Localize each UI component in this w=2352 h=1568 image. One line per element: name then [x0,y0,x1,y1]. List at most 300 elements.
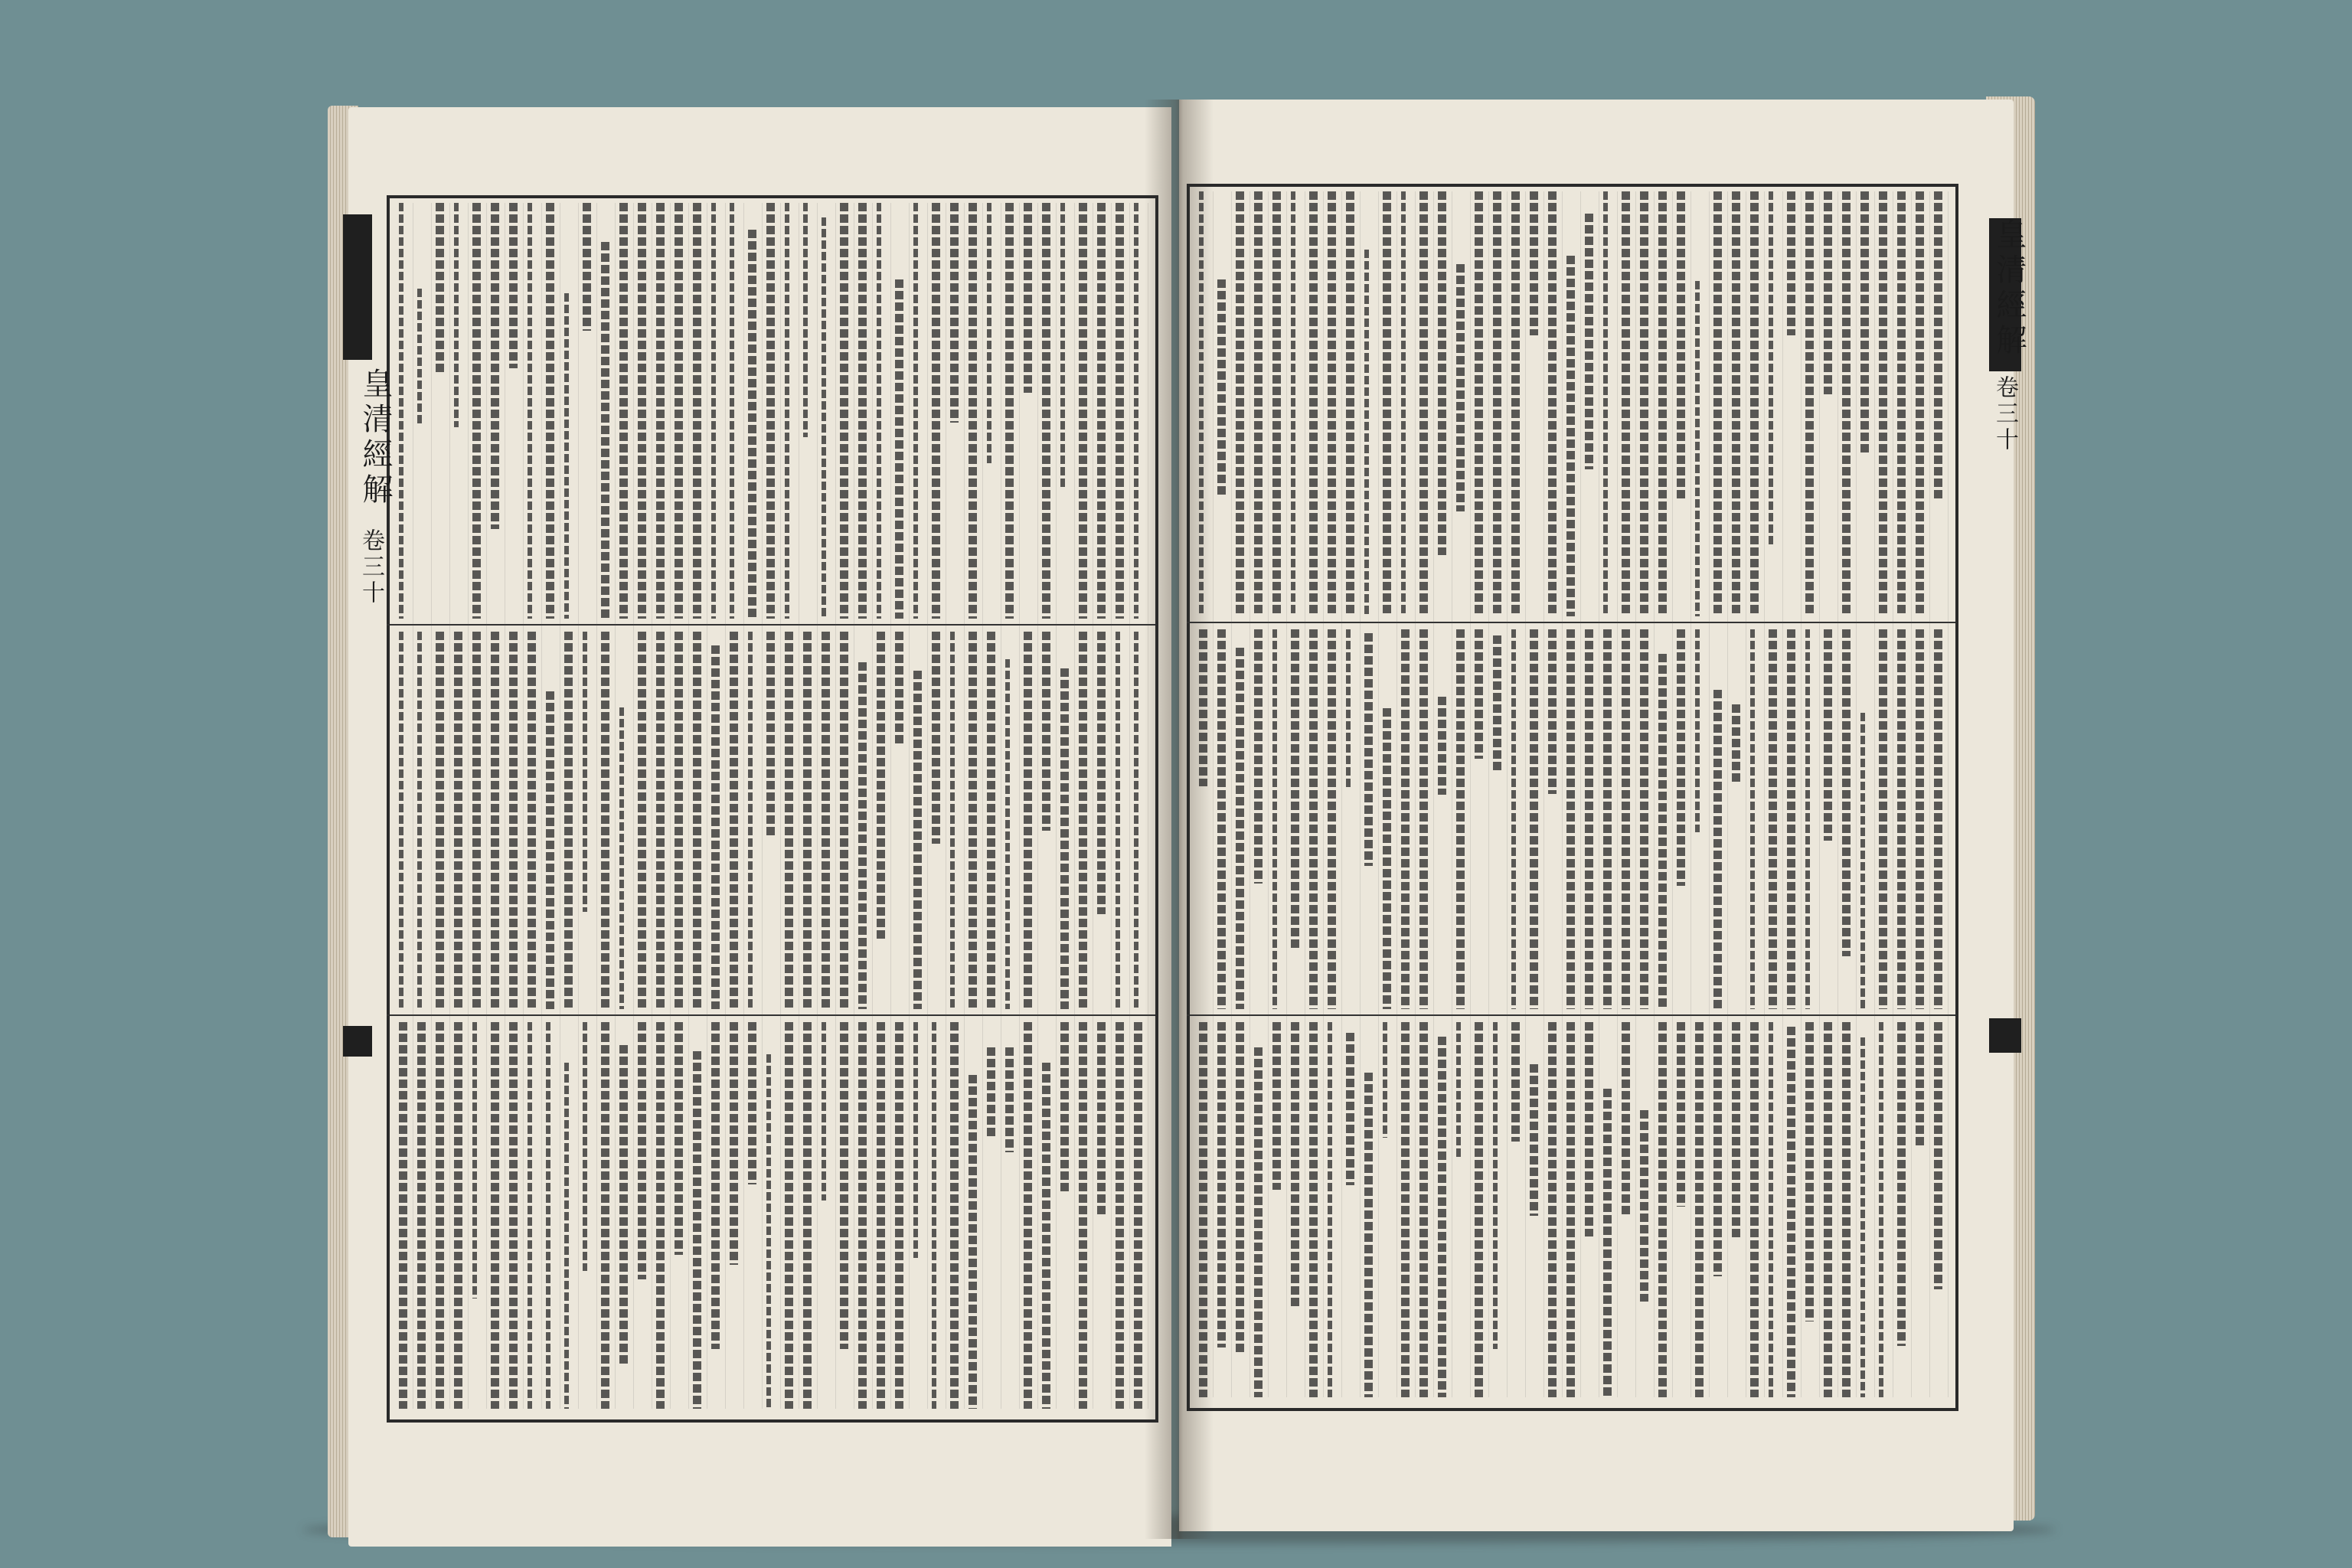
text-column [711,1022,720,1349]
text-column [895,1022,903,1409]
column-rule [1672,191,1673,1397]
text-column [399,203,403,619]
text-column [1291,629,1299,948]
text-column [1640,1110,1648,1302]
text-column [1511,629,1516,1009]
text-column [1860,191,1869,453]
text-column [564,293,569,619]
text-column [601,1022,609,1409]
text-column [1566,1022,1575,1397]
text-column [675,203,683,619]
text-column [1732,191,1740,616]
text-column [417,632,422,1009]
text-column [1677,629,1685,886]
right-register-1 [1187,622,1955,623]
text-column [1548,1022,1557,1397]
text-column [1419,191,1428,616]
text-column [1042,203,1050,619]
text-column [840,1022,848,1349]
text-column [766,632,775,837]
text-column [895,632,903,745]
text-column [711,203,716,619]
column-rule [1635,191,1636,1397]
text-column [1787,191,1795,335]
column-rule [1323,191,1324,1397]
text-column [1438,697,1446,795]
text-column [1805,629,1810,1009]
column-rule [1801,191,1802,1397]
text-column [1254,191,1263,616]
text-column [1079,1022,1087,1409]
text-column [1364,633,1373,866]
text-column [675,632,683,1009]
text-column [1217,629,1226,1009]
text-column [583,632,587,912]
text-column [1658,654,1667,1009]
text-column [528,1022,532,1409]
text-column [546,691,554,1009]
text-column [1677,1022,1685,1207]
text-column [509,1022,518,1409]
text-column [1328,191,1336,616]
column-rule [1856,191,1857,1397]
column-rule [1525,191,1526,1397]
column-rule [927,203,928,1409]
text-column [619,203,628,619]
column-rule [1874,191,1875,1397]
text-column [1548,629,1557,794]
text-column [913,1022,918,1258]
text-column [1566,629,1575,1009]
text-column [1060,668,1069,1009]
text-column [528,632,536,1009]
column-rule [1415,191,1416,1397]
text-column [1005,659,1010,1009]
text-column [1658,191,1667,616]
column-rule [1819,191,1820,1397]
text-column [822,632,830,1009]
text-column [932,203,940,619]
column-rule [1286,191,1287,1397]
text-column [693,1051,701,1409]
text-column [454,203,459,427]
text-column [748,1022,756,1184]
text-column [1897,191,1906,616]
text-column [436,1022,444,1409]
text-column [1566,256,1575,616]
text-column [1805,191,1814,616]
text-column [987,1047,995,1139]
text-column [785,203,789,619]
text-column [399,632,403,1009]
text-column [1860,713,1865,1009]
text-column [1897,1022,1906,1346]
text-column [564,632,573,1009]
text-column [583,1022,587,1271]
column-rule [1396,191,1397,1397]
text-column [1272,1022,1281,1190]
column-rule [743,203,744,1409]
column-rule [688,203,689,1409]
column-rule [578,203,579,1409]
text-column [1750,1022,1759,1397]
text-column [1934,1022,1942,1289]
column-rule [817,203,818,1409]
column-rule [670,203,671,1409]
text-column [1916,1022,1924,1147]
column-rule [1709,191,1710,1397]
text-column [1116,632,1120,1009]
text-column [472,1022,477,1298]
text-column [1456,629,1465,1009]
text-column [1695,629,1700,832]
text-column [656,1022,665,1409]
text-column [1493,191,1501,616]
text-column [509,632,518,1009]
text-column [1401,1022,1410,1397]
text-column [1309,629,1318,1009]
text-column [472,632,481,1009]
text-column [1236,1022,1244,1354]
text-column [1585,1022,1593,1236]
text-column [1060,203,1065,488]
text-column [1097,632,1106,914]
text-column [1364,1073,1373,1397]
text-column [840,203,848,619]
text-column [1530,1064,1538,1216]
text-column [1603,191,1608,616]
text-column [1511,1022,1520,1142]
text-column [1456,1022,1461,1159]
column-rule [523,203,524,1409]
column-rule [596,203,597,1409]
text-column [913,671,922,1009]
text-column [1769,191,1773,545]
text-column [766,203,775,619]
text-column [1787,629,1795,1009]
text-column [1309,1022,1318,1397]
text-column [528,203,532,619]
text-column [785,1022,793,1409]
text-column [1254,629,1263,884]
column-rule [633,203,634,1409]
text-column [693,203,701,619]
text-column [638,632,646,1009]
column-rule [449,203,450,1409]
text-column [1842,191,1851,616]
text-column [1005,1047,1014,1152]
text-column [1677,191,1685,501]
column-rule [1507,191,1508,1397]
text-column [1024,632,1032,1009]
text-column [711,645,720,1009]
text-column [564,1063,569,1409]
text-column [1042,1063,1050,1409]
column-rule [1911,191,1912,1397]
column-rule [872,203,873,1409]
text-column [1622,629,1630,1009]
column-rule [1562,191,1563,1397]
left-volume-label: 卷三十 [358,528,384,606]
column-rule [1470,191,1471,1397]
text-column [1328,1022,1332,1397]
text-column [1217,1022,1226,1348]
column-rule [1690,191,1691,1397]
text-column [454,1022,462,1409]
text-column [1585,629,1593,1009]
text-column [1769,629,1777,1009]
column-rule [615,203,616,1409]
text-column [1475,1022,1483,1397]
text-column [436,632,444,1009]
text-column [1134,1022,1142,1409]
text-column [1383,1022,1387,1138]
text-column [1401,191,1406,616]
text-column [1419,629,1428,1009]
text-column [693,632,701,1009]
text-column [1824,1022,1832,1397]
text-column [601,632,609,1009]
column-rule [1268,191,1269,1397]
text-column [803,1022,812,1409]
text-column [1217,279,1226,496]
text-column [1805,1022,1814,1321]
text-column [932,1022,936,1409]
text-column [1291,191,1295,616]
text-column [638,203,646,619]
text-column [675,1022,683,1255]
left-register-1 [387,624,1155,626]
text-column [1750,629,1755,1009]
column-rule [780,203,781,1409]
column-rule [1948,191,1949,1397]
text-column [969,203,977,619]
text-column [1346,191,1354,616]
text-column [822,1022,826,1200]
text-column [1097,1022,1106,1216]
column-rule [1019,203,1020,1409]
text-column [399,1022,407,1409]
text-column [1603,1089,1612,1397]
column-rule [1580,191,1581,1397]
text-column [1640,629,1648,1009]
text-column [1199,1022,1207,1397]
text-column [1934,191,1942,498]
text-column [1658,1022,1667,1397]
column-rule [1360,191,1361,1397]
text-column [858,662,867,1009]
text-column [1042,632,1050,831]
text-column [472,203,481,619]
text-column [1769,1022,1773,1397]
column-rule [1782,191,1783,1397]
text-column [1713,191,1722,616]
text-column [1530,191,1538,335]
text-column [619,1045,628,1365]
text-column [766,1054,771,1409]
text-column [583,203,591,331]
text-column [1585,214,1593,469]
column-rule [1074,203,1075,1409]
text-column [546,1022,550,1409]
right-margin-fishtail-bottom [1989,1018,2021,1053]
text-column [858,1022,867,1409]
text-column [1475,191,1483,616]
text-column [1383,191,1391,616]
left-margin-title: 皇清經解 [358,368,393,508]
column-rule [1488,191,1489,1397]
column-rule [468,203,469,1409]
text-column [877,1022,885,1409]
text-column [601,242,609,619]
text-column [638,1022,646,1279]
text-column [1346,1033,1354,1185]
column-rule [541,203,542,1409]
right-margin-title: 皇清經解 [1991,218,2027,359]
text-column [1787,1027,1795,1397]
text-column [895,279,903,619]
column-rule [1378,191,1379,1397]
text-column [1493,635,1501,773]
text-column [1860,1037,1865,1397]
text-column [1199,191,1204,616]
text-column [803,203,808,437]
text-column [1897,629,1906,1009]
text-column [950,632,955,1009]
text-column [730,203,734,619]
text-column [1824,629,1832,841]
text-column [1419,1022,1428,1397]
text-column [969,632,977,1009]
text-column [950,1022,959,1409]
text-column [1732,704,1740,782]
text-column [1328,629,1336,1009]
text-column [822,217,826,619]
text-column [1695,281,1700,616]
text-column [546,203,554,619]
text-column [1199,629,1207,786]
text-column [987,203,991,463]
column-rule [909,203,910,1409]
text-column [1005,203,1014,619]
text-column [491,1022,499,1409]
text-column [619,707,624,1009]
text-column [1079,632,1087,1009]
column-rule [1341,191,1342,1397]
text-column [877,632,885,942]
text-column [1401,629,1410,1009]
text-column [1134,632,1138,1009]
text-column [1695,1022,1704,1397]
column-rule [431,203,432,1409]
column-rule [964,203,965,1409]
column-rule [1111,203,1112,1409]
column-rule [1617,191,1618,1397]
text-column [1272,629,1277,1009]
text-column [969,1075,977,1409]
text-column [803,632,812,1009]
text-column [1236,648,1244,1009]
text-column [491,632,499,1009]
text-column [1254,1047,1263,1397]
left-margin-fishtail-top [343,214,372,360]
text-column [509,203,518,368]
column-rule [1929,191,1930,1397]
column-rule [762,203,763,1409]
text-column [1116,1022,1124,1409]
column-rule [1056,203,1057,1409]
text-column [1024,203,1032,393]
column-rule [1764,191,1765,1397]
column-rule [1433,191,1434,1397]
column-rule [835,203,836,1409]
text-column [1879,191,1887,616]
right-register-2 [1187,1014,1955,1016]
text-column [1383,708,1391,1009]
text-column [1060,1022,1069,1192]
text-column [913,203,918,619]
text-column [1622,1022,1630,1215]
text-column [748,230,756,619]
text-column [1116,203,1124,619]
text-column [656,203,665,619]
column-rule [890,203,891,1409]
column-rule [1231,191,1232,1397]
column-rule [1037,203,1038,1409]
text-column [748,632,753,1009]
text-column [877,203,881,619]
text-column [1750,191,1759,616]
text-column [1713,1022,1722,1276]
text-column [1438,191,1446,555]
text-column [840,632,848,1009]
text-column [1024,1022,1032,1409]
right-volume-label: 卷三十 [1991,375,2018,453]
column-rule [486,203,487,1409]
text-column [785,632,793,1009]
text-column [1511,191,1520,616]
text-column [1934,629,1942,1009]
text-column [1916,629,1924,1009]
left-register-2 [387,1014,1155,1016]
text-column [1236,191,1244,616]
text-column [1640,191,1648,616]
text-column [1272,191,1281,616]
column-rule [725,203,726,1409]
text-column [1097,203,1106,619]
text-column [1842,629,1851,956]
text-column [1879,629,1887,1009]
text-column [1530,629,1538,1009]
text-column [1134,203,1138,619]
left-margin-fishtail-bottom [343,1026,372,1057]
text-column [1916,191,1924,616]
text-column [1879,1022,1883,1397]
text-column [656,632,665,1009]
text-column [1364,250,1369,616]
text-column [1291,1022,1299,1309]
text-column [1713,690,1722,1009]
text-column [1732,1022,1740,1239]
column-rule [1727,191,1728,1397]
text-column [436,203,444,374]
text-column [417,1022,426,1409]
column-rule [1213,191,1214,1397]
text-column [1842,1022,1851,1397]
text-column [1603,629,1612,1009]
text-column [730,1022,738,1265]
text-column [417,289,422,426]
